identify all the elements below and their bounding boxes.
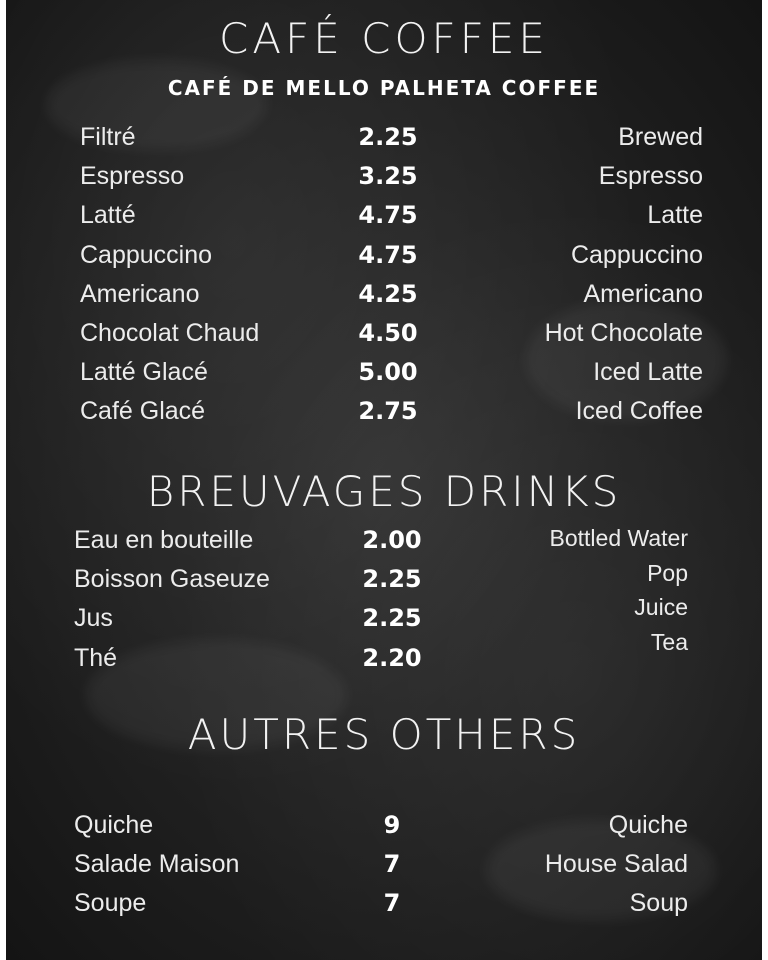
item-name-english: Pop bbox=[647, 559, 688, 586]
item-name-english: House Salad bbox=[544, 850, 688, 879]
item-name-french: Chocolat Chaud bbox=[80, 319, 260, 347]
item-name-french: Jus bbox=[74, 604, 113, 633]
item-name-english: Iced Coffee bbox=[575, 397, 703, 426]
coffee-section-subtitle: CAFÉ DE MELLO PALHETA COFFEE bbox=[167, 76, 601, 100]
others-menu-row bbox=[74, 847, 688, 881]
item-name-french: Latté bbox=[80, 201, 136, 230]
item-name-english: Tea bbox=[650, 628, 688, 655]
item-name-english: Espresso bbox=[598, 162, 703, 191]
coffee-menu-row bbox=[80, 355, 703, 389]
item-name-french: Latté Glacé bbox=[80, 358, 208, 387]
item-price: 2.25 bbox=[358, 123, 418, 151]
others-menu-row bbox=[74, 808, 688, 842]
item-name-english: Americano bbox=[583, 279, 703, 308]
item-price: 9 bbox=[383, 811, 401, 839]
item-name-english: Iced Latte bbox=[593, 358, 703, 387]
item-name-english: Quiche bbox=[608, 811, 688, 839]
drinks-english-row bbox=[74, 625, 688, 659]
item-price: 2.25 bbox=[362, 604, 422, 633]
item-price: 2.00 bbox=[362, 526, 422, 554]
others-menu-row bbox=[74, 886, 688, 920]
item-name-french: Boisson Gaseuze bbox=[74, 565, 270, 594]
coffee-menu-row bbox=[80, 159, 703, 193]
item-name-french: Quiche bbox=[74, 811, 154, 839]
item-name-french: Eau en bouteille bbox=[74, 526, 254, 554]
drinks-section-title: BREUVAGES DRINKS bbox=[146, 467, 622, 516]
item-name-french: Salade Maison bbox=[74, 850, 240, 879]
others-section-title: AUTRES OTHERS bbox=[187, 710, 581, 759]
drinks-english-row bbox=[74, 521, 688, 555]
item-name-french: Soupe bbox=[74, 889, 147, 918]
item-name-french: Americano bbox=[80, 279, 200, 308]
coffee-menu-row bbox=[80, 238, 703, 272]
coffee-menu-row bbox=[80, 120, 703, 154]
item-price: 4.25 bbox=[358, 279, 418, 308]
item-name-english: Latte bbox=[647, 201, 703, 230]
coffee-section-title: CAFÉ COFFEE bbox=[219, 14, 549, 63]
item-name-french: Filtré bbox=[80, 123, 136, 151]
item-price: 7 bbox=[383, 850, 401, 879]
item-name-french: Thé bbox=[74, 643, 118, 672]
item-price: 3.25 bbox=[358, 162, 418, 191]
item-name-french: Espresso bbox=[80, 162, 185, 191]
item-price: 4.75 bbox=[358, 240, 418, 269]
item-price: 2.75 bbox=[358, 397, 418, 426]
item-name-french: Cappuccino bbox=[80, 240, 213, 269]
coffee-menu-row bbox=[80, 316, 703, 350]
item-name-english: Juice bbox=[634, 594, 688, 620]
item-name-english: Brewed bbox=[618, 123, 703, 151]
item-name-english: Cappuccino bbox=[570, 240, 703, 269]
item-price: 2.20 bbox=[362, 643, 422, 672]
item-price: 4.50 bbox=[358, 319, 418, 347]
item-name-english: Bottled Water bbox=[549, 525, 688, 551]
chalkboard-menu bbox=[6, 0, 762, 960]
item-name-english: Soup bbox=[629, 889, 688, 918]
item-name-english: Hot Chocolate bbox=[544, 319, 703, 347]
item-price: 2.25 bbox=[362, 565, 422, 594]
coffee-menu-row bbox=[80, 198, 703, 232]
item-price: 5.00 bbox=[358, 358, 418, 387]
coffee-menu-row bbox=[80, 394, 703, 428]
item-price: 7 bbox=[383, 889, 401, 918]
coffee-menu-row bbox=[80, 277, 703, 311]
drinks-english-row bbox=[74, 590, 688, 624]
drinks-english-row bbox=[74, 556, 688, 590]
item-name-french: Café Glacé bbox=[80, 397, 206, 426]
item-price: 4.75 bbox=[358, 201, 418, 230]
